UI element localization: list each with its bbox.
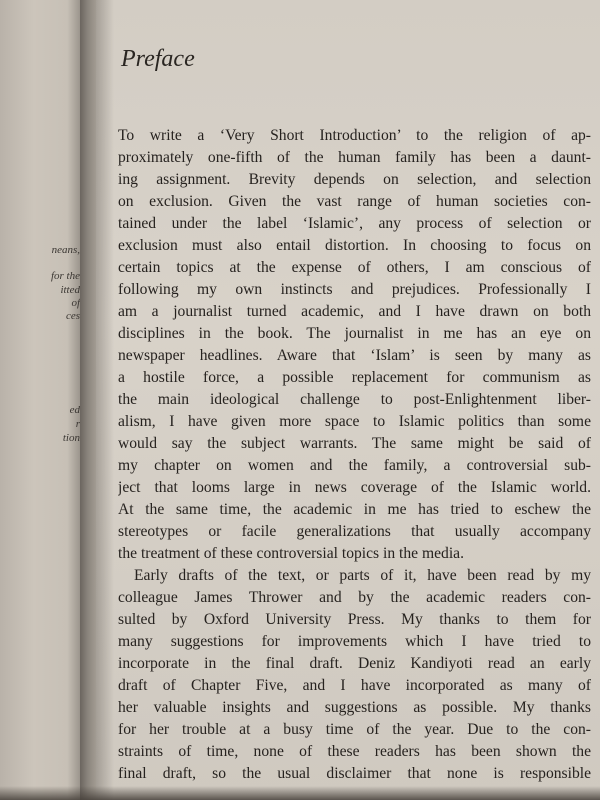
page-bottom-shadow — [0, 786, 600, 800]
text-line: a hostile force, a possible replacement for communism as — [118, 369, 591, 386]
text-line: certain topics at the expense of others, I am conscious of — [118, 259, 591, 276]
page-title: Preface — [121, 46, 195, 72]
text-line: my chapter on women and the family, a controversial sub- — [118, 457, 591, 474]
text-line: her valuable insights and suggestions as possible. My thanks — [118, 699, 591, 716]
text-line: draft of Chapter Five, and I have incorporated as many of — [118, 677, 591, 694]
left-page-fragment: ces — [65, 310, 80, 322]
text-line: At the same time, the academic in me has tried to eschew the — [118, 501, 591, 518]
text-line: disciplines in the book. The journalist in me has an eye on — [118, 325, 591, 342]
text-line: final draft, so the usual disclaimer that none is responsible — [118, 765, 591, 782]
text-line: tained under the label ‘Islamic’, any process of selection or — [118, 215, 591, 232]
left-page-fragment: r — [75, 418, 80, 430]
text-line: the main ideological challenge to post-Enlightenment liber- — [118, 391, 591, 408]
text-line: proximately one-fifth of the human family has been a daunt- — [118, 149, 591, 166]
text-line: am a journalist turned academic, and I have drawn on both — [118, 303, 591, 320]
left-page-fragment: for the — [50, 270, 80, 282]
text-line: on exclusion. Given the vast range of human societies con- — [118, 193, 591, 210]
text-line: Early drafts of the text, or parts of it, have been read by my — [134, 567, 591, 584]
left-page-fragment: tion — [62, 432, 80, 444]
text-line: incorporate in the final draft. Deniz Kandiyoti read an early — [118, 655, 591, 672]
text-line: To write a ‘Very Short Introduction’ to the religion of ap- — [118, 127, 591, 144]
text-line: exclusion must also entail distortion. In choosing to focus on — [118, 237, 591, 254]
text-line: newspaper headlines. Aware that ‘Islam’ is seen by many as — [118, 347, 591, 364]
text-line: the treatment of these controversial topics in the media. — [118, 545, 464, 562]
text-line: ing assignment. Brevity depends on selection, and selection — [118, 171, 591, 188]
left-page-fragment: ed — [69, 404, 80, 416]
previous-page-edge — [0, 0, 84, 800]
text-line: alism, I have given more space to Islamic politics than some — [118, 413, 591, 430]
left-page-fragment: of — [71, 297, 80, 309]
left-page-fragment: itted — [60, 284, 80, 296]
text-line: would say the subject warrants. The same might be said of — [118, 435, 591, 452]
text-line: sulted by Oxford University Press. My thanks to them for — [118, 611, 591, 628]
text-line: many suggestions for improvements which I have tried to — [118, 633, 591, 650]
left-page-fragment: neans, — [51, 244, 80, 256]
text-line: ject that looms large in news coverage of the Islamic world. — [118, 479, 591, 496]
text-line: stereotypes or facile generalizations that usually accompany — [118, 523, 591, 540]
text-line: colleague James Thrower and by the academic readers con- — [118, 589, 591, 606]
text-line: straints of time, none of these readers has been shown the — [118, 743, 591, 760]
text-line: for her trouble at a busy time of the year. Due to the con- — [118, 721, 591, 738]
text-line: following my own instincts and prejudices. Professionally I — [118, 281, 591, 298]
